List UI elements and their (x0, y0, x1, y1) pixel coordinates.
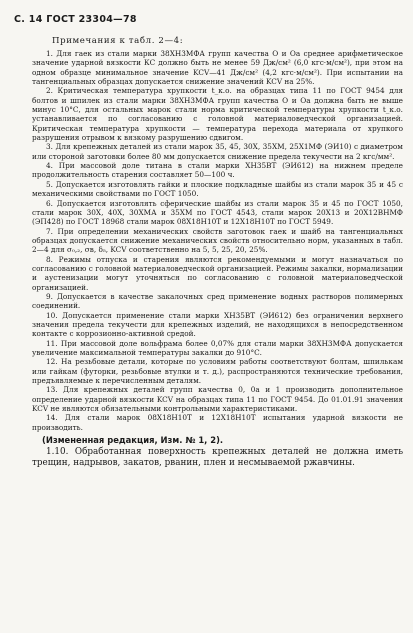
note-9: 9. Допускается в качестве закалочных сред применение водных растворов полимерных соединений. (32, 291, 403, 311)
note-13: 13. Для крепежных деталей групп качества 0, 0а и 1 производить дополнительное определение ударной вязкости KCV на образцах типа 11 по ГОСТ 9454. До 01.01.91 значения KCV не являются обязательными контрольными характеристиками. (32, 385, 403, 414)
note-3: 3. Для крепежных деталей из стали марок 35, 45, 30Х, 35ХМ, 25Х1МФ (ЭИ10) с диаметром или стороной заготовки более 80 мм допускается снижение предела текучести на 2 кгс/мм². (32, 142, 403, 161)
page-body (32, 36, 403, 470)
note-5: 5. Допускается изготовлять гайки и плоские подкладные шайбы из стали марок 35 и 45 с механическими свойствами по ГОСТ 1050. (32, 179, 403, 199)
note-2: 2. Критическая температура хрупкости t_к.о. на образцах типа 11 по ГОСТ 9454 для болтов и шпилек из стали марки 38ХН3МФА групп качества О и Оа должна быть не выше минус 10°С, для остальных марок стали норма критической температуры хрупкости t_к.о. устанавливается по согласованию с головной материаловедческой организацией. Критическая температура хрупкости — температура перехода материала от хрупкого разрушения отрывом к вязкому разрушению сдвигом. (32, 86, 403, 143)
note-12: 12. На резьбовые детали, которые по условиям работы соответствуют болтам, шпилькам или гайкам (футорки, резьбовые втулки и т. д.), распространяются технические требования, предъявляемые к перечисленным деталям. (32, 357, 403, 386)
page-header: С. 14 ГОСТ 23304—78 (14, 14, 137, 25)
note-7: 7. При определении механических свойств заготовок гаек и шайб на тангенциальных образцах допускается снижение механических свойств относительно норм, указанных в табл. 2—4 для σ₀,₂, σв, δ₅, KCV соответственно на 5, 5, 25, 20, 25%. (32, 226, 403, 255)
note-8: 8. Режимы отпуска и старения являются рекомендуемыми и могут назначаться по согласованию с головной материаловедческой организацией. Режимы закалки, нормализации и аустенизации могут уточняться по согласованию с головной материаловедческой организацией. (32, 254, 403, 292)
note-1: 1. Для гаек из стали марки 38ХН3МФА групп качества О и Оа среднее арифметическое значение ударной вязкости КС должно быть не менее 59 Дж/см² (6,0 кгс·м/см²), при этом на одном образце минимальное значение KCV—41 Дж/см² (4,2 кгс·м/см²). При испытании на тангенциальных образцах допускается снижение значений KCV на 25%. (32, 49, 403, 87)
note-4: 4. При массовой доле титана в стали марки ХН35ВТ (ЭИ612) на нижнем пределе продолжительность старения составляет 50—100 ч. (32, 161, 403, 180)
note-6: 6. Допускается изготовлять сферические шайбы из стали марок 35 и 45 по ГОСТ 1050, стали марок 30Х, 40Х, 30ХМА и 35ХМ по ГОСТ 4543, стали марок 20Х13 и 20Х12ВНМФ (ЭП428) по ГОСТ 18968 стали марок 08Х18Н10Т и 12Х18Н10Т по ГОСТ 5949. (32, 198, 403, 227)
notes-title: Примечания к табл. 2—4: (52, 36, 184, 46)
note-10: 10. Допускается применение стали марки ХН35ВТ (ЭИ612) без ограничения верхнего значения предела текучести для крепежных изделий, не находящихся в непосредственном контакте с коррозионно-активной средой. (32, 310, 403, 339)
note-14: 14. Для стали марок 08Х18Н10Т и 12Х18Н10Т испытания ударной вязкости не производить. (32, 413, 403, 432)
clause-1-10: 1.10. Обработанная поверхность крепежных деталей не должна иметь трещин, надрывов, закатов, рванин, плен и несмываемой ржавчины. (32, 447, 403, 469)
note-11: 11. При массовой доле вольфрама более 0,07% для стали марки 38ХН3МФА допускается увеличение максимальной температуры закалки до 910°С. (32, 338, 403, 357)
amendment-note: (Измененная редакция, Изм. № 1, 2). (42, 435, 224, 446)
